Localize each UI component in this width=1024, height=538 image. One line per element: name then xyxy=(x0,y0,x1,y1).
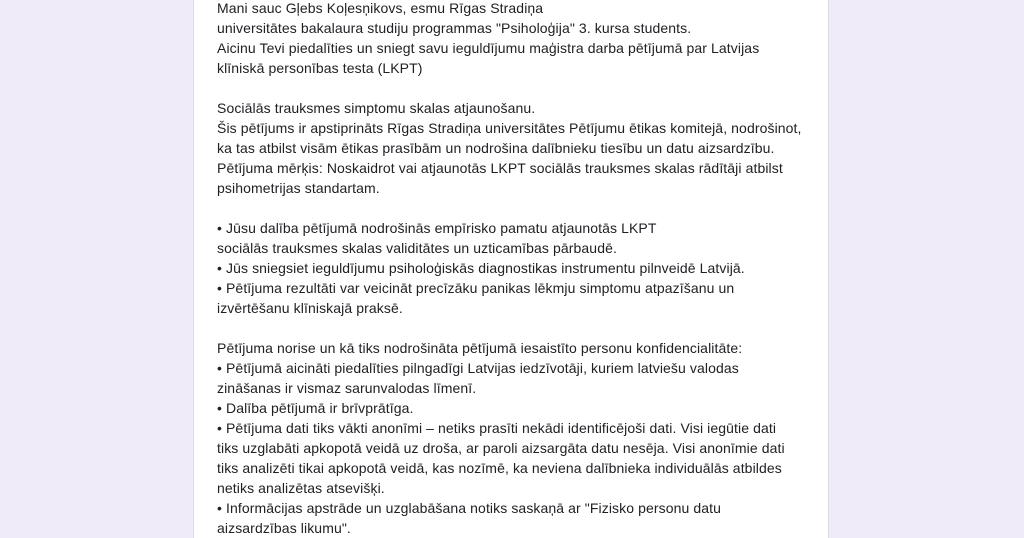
description-line: • Dalība pētījumā ir brīvprātīga. xyxy=(217,400,414,416)
description-line: Aicinu Tevi piedalīties un sniegt savu ieguldījumu maģistra darba pētījumā par Latvijas xyxy=(217,40,760,56)
description-line: klīniskā personības testa (LKPT) xyxy=(217,60,423,76)
description-spacer xyxy=(217,318,817,338)
description-line: universitātes bakalaura studiju programmas "Psiholoģija" 3. kursa students. xyxy=(217,20,692,36)
description-line: sociālās trauksmes skalas validitātes un uzticamības pārbaudē. xyxy=(217,240,617,256)
description-line: • Jūsu dalība pētījumā nodrošinās empīrisko pamatu atjaunotās LKPT xyxy=(217,220,657,236)
description-line: tiks analizēti tikai apkopotā veidā, kas nozīmē, ka neviena dalībnieka individuālās atbildes xyxy=(217,460,782,476)
description-line: • Informācijas apstrāde un uzglabāšana notiks saskaņā ar "Fizisko personu datu xyxy=(217,500,722,516)
description-line: • Pētījumā aicināti piedalīties pilngadīgi Latvijas iedzīvotāji, kuriem latviešu valodas xyxy=(217,360,739,376)
description-line: zināšanas ir vismaz sarunvalodas līmenī. xyxy=(217,380,477,396)
description-line: • Pētījuma dati tiks vākti anonīmi – netiks prasīti nekādi identificējoši dati. Visi iegūtie dati xyxy=(217,420,777,436)
description-line: ka tas atbilst visām ētikas prasībām un nodrošina dalībnieku tiesību un datu aizsardzību. xyxy=(217,140,775,156)
description-line: aizsardzības likumu". xyxy=(217,520,351,536)
description-line: tiks uzglabāti apkopotā veidā uz droša, ar paroli aizsargāta datu nesēja. Visi anonīmie dati xyxy=(217,440,785,456)
description-line: Sociālās trauksmes simptomu skalas atjaunošanu. xyxy=(217,100,536,116)
description-line: netiks analizētas atsevišķi. xyxy=(217,480,385,496)
description-line: Mani sauc Gļebs Koļesņikovs, esmu Rīgas Stradiņa xyxy=(217,0,544,16)
description-line: • Pētījuma rezultāti var veicināt precīzāku panikas lēkmju simptomu atpazīšanu un xyxy=(217,280,735,296)
description-spacer xyxy=(217,198,817,218)
description-line: psihometrijas standartam. xyxy=(217,180,380,196)
description-spacer xyxy=(217,78,817,98)
description-line: Pētījuma mērķis: Noskaidrot vai atjaunotās LKPT sociālās trauksmes skalas rādītāji atbilst xyxy=(217,160,783,176)
form-description xyxy=(217,0,817,538)
description-line: izvērtēšanu klīniskajā praksē. xyxy=(217,300,403,316)
description-line: • Jūs sniegsiet ieguldījumu psiholoģiskās diagnostikas instrumentu pilnveidē Latvijā. xyxy=(217,260,745,276)
description-line: Pētījuma norise un kā tiks nodrošināta pētījumā iesaistīto personu konfidencialitāte: xyxy=(217,340,743,356)
description-line: Šis pētījums ir apstiprināts Rīgas Stradiņa universitātes Pētījumu ētikas komitejā, nodrošinot, xyxy=(217,120,802,136)
